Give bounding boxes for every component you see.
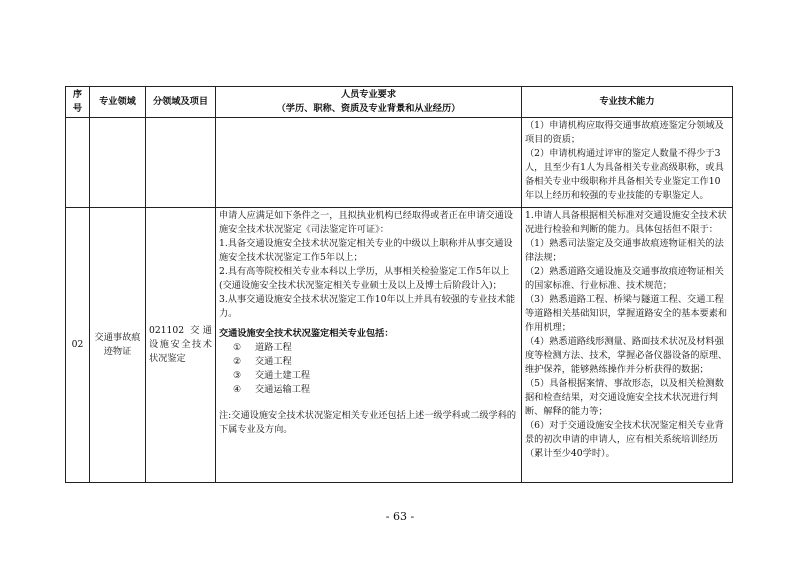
ability-line: （4）熟悉道路线形测量、路面技术状况及材料强度等检测方法、技术，掌握必备仪器设备的原理、维护保养，能够熟练操作并分析获得的数据； — [525, 336, 728, 375]
major-item — [219, 341, 518, 355]
header-field: 专业领域 — [90, 87, 146, 118]
header-personnel — [216, 87, 522, 118]
ability-line: （2）申请机构通过评审的鉴定人数量不得少于3人，且至少有1人为具备相关专业高级职称，或具备相关专业中级职称并具备相关专业鉴定工作10年以上经历和较强的专业技能的专职鉴定人。 — [525, 148, 724, 201]
table-row-continued — [66, 118, 733, 208]
header-subfield: 分领域及项目 — [146, 87, 216, 118]
major-num: ① — [233, 342, 242, 353]
header-ability: 专业技术能力 — [522, 87, 733, 118]
table-row-02 — [66, 208, 733, 483]
cell-seq: 02 — [66, 208, 90, 483]
major-item — [219, 383, 518, 397]
major-name: 交通土建工程 — [255, 370, 311, 381]
requirement-line: 申请人应满足如下条件之一，且拟执业机构已经取得或者正在申请交通设施安全技术状况鉴定《司法鉴定许可证》： — [219, 210, 513, 235]
major-num: ② — [233, 356, 242, 367]
ability-line: （2）熟悉道路交通设施及交通事故痕迹物证相关的国家标准、行业标准、技术规范； — [525, 266, 724, 291]
cell-seq-empty — [66, 118, 90, 208]
header-row — [66, 87, 733, 118]
cell-requirements — [216, 208, 522, 483]
ability-line: 1.申请人具备根据相关标准对交通设施安全技术状况进行检验和判断的能力。具体包括但不限于： — [525, 210, 727, 235]
ability-line: （3）熟悉道路工程、桥梁与隧道工程、交通工程等道路相关基础知识，掌握道路安全的基本要素和作用机理； — [525, 294, 728, 333]
header-personnel-title: 人员专业要求 — [340, 89, 397, 100]
major-num: ③ — [233, 370, 242, 381]
cell-subfield: 021102 交通设施安全技术状况鉴定 — [146, 208, 216, 483]
cell-requirements-empty — [216, 118, 522, 208]
ability-line: （5）具备根据案情、事故形态，以及相关检测数据和检查结果，对交通设施安全技术状况进行判断、解释的能力等； — [525, 378, 724, 417]
cell-ability-continued — [522, 118, 733, 208]
major-name: 道路工程 — [255, 342, 292, 353]
majors-title: 交通设施安全技术状况鉴定相关专业包括： — [219, 328, 394, 339]
cell-ability — [522, 208, 733, 483]
requirement-line: 3.从事交通设施安全技术状况鉴定工作10年以上并具有较强的专业技术能力。 — [219, 294, 516, 319]
major-name: 交通工程 — [255, 356, 292, 367]
standards-table — [65, 86, 733, 483]
major-item — [219, 355, 518, 369]
cell-subfield-empty — [146, 118, 216, 208]
cell-field-empty — [90, 118, 146, 208]
header-seq: 序号 — [66, 87, 90, 118]
header-personnel-subtitle: （学历、职称、资质及专业背景和从业经历） — [276, 103, 461, 114]
ability-line: （1）申请机构应取得交通事故痕迹鉴定分领域及项目的资质； — [525, 120, 724, 145]
ability-line: （6）对于交通设施安全技术状况鉴定相关专业背景的初次申请的申请人，应有相关系统培训经历（累计至少40学时）。 — [525, 420, 724, 459]
major-name: 交通运输工程 — [255, 384, 311, 395]
requirements-note: 注:交通设施安全技术状况鉴定相关专业还包括上述一级学科或二级学科的下属专业及方向。 — [219, 410, 517, 435]
cell-field: 交通事故痕迹物证 — [90, 208, 146, 483]
major-num: ④ — [233, 384, 242, 395]
major-item — [219, 369, 518, 383]
ability-line: （1）熟悉司法鉴定及交通事故痕迹物证相关的法律法规； — [525, 238, 724, 263]
requirement-line: 2.具有高等院校相关专业本科以上学历，从事相关检验鉴定工作5年以上(交通设施安全技术状况鉴定相关专业硕士及以上及博士后阶段计入)； — [219, 266, 510, 291]
requirement-line: 1.具备交通设施安全技术状况鉴定相关专业的中级以上职称并从事交通设施安全技术状况鉴定工作5年以上； — [219, 238, 513, 263]
page-number: - 63 - — [385, 510, 415, 523]
